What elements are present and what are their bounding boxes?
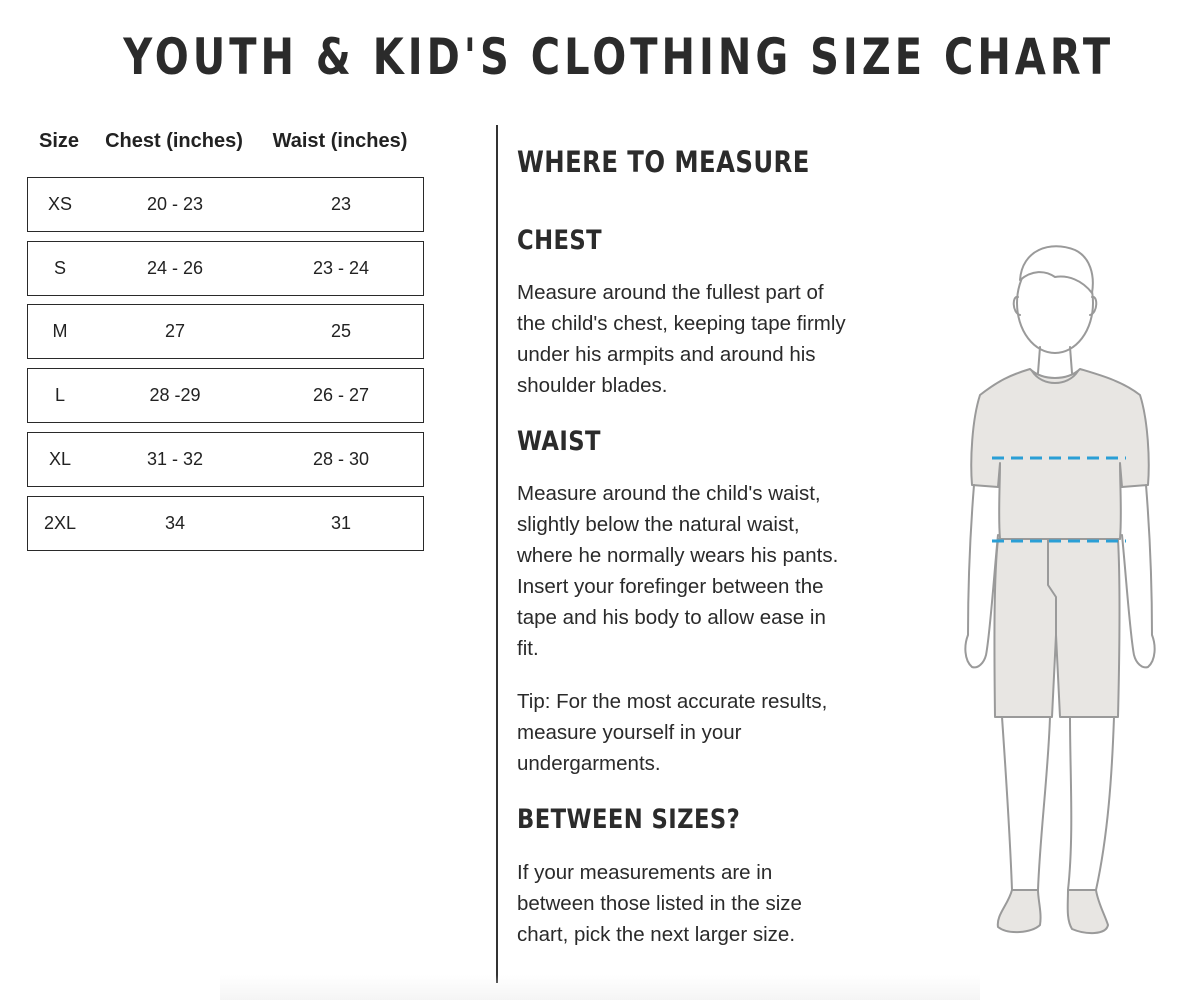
size-table xyxy=(27,125,425,533)
cell-size: L xyxy=(54,385,66,405)
table-row xyxy=(27,368,424,423)
table-row xyxy=(27,241,424,296)
cell-chest: 28 -29 xyxy=(149,385,201,405)
cell-waist: 31 xyxy=(330,513,352,533)
cell-chest: 31 - 32 xyxy=(146,449,204,469)
cell-size: XL xyxy=(48,449,72,469)
chest-heading: CHEST xyxy=(517,225,603,256)
cell-waist: 23 xyxy=(330,194,352,214)
cell-size: 2XL xyxy=(43,513,77,533)
waist-heading: WAIST xyxy=(517,426,601,457)
cell-chest: 27 xyxy=(164,321,186,341)
vertical-divider xyxy=(496,125,498,983)
between-sizes-heading: BETWEEN SIZES? xyxy=(517,804,741,835)
table-row xyxy=(27,496,424,551)
cell-waist: 26 - 27 xyxy=(312,385,370,405)
cell-waist: 28 - 30 xyxy=(312,449,370,469)
chest-instructions: Measure around the fullest part of the child's chest, keeping tape firmly under his armpits and around his shoulder blades. xyxy=(517,281,846,397)
cell-chest: 20 - 23 xyxy=(146,194,204,214)
cell-waist: 23 - 24 xyxy=(312,258,370,278)
cell-size: S xyxy=(53,258,67,278)
where-to-measure-heading: WHERE TO MEASURE xyxy=(517,145,810,179)
cell-size: XS xyxy=(47,194,73,214)
tip-text: Tip: For the most accurate results, measure yourself in your undergarments. xyxy=(517,690,828,775)
cell-size: M xyxy=(52,321,68,341)
header-waist: Waist (inches) xyxy=(272,130,408,152)
table-row xyxy=(27,304,424,359)
waist-instructions: Measure around the child's waist, slightly below the natural waist, where he normally wears his pants. Insert your forefinger between the tape and his body to allow ease in fit. xyxy=(517,482,839,660)
cell-waist: 25 xyxy=(330,321,352,341)
table-header xyxy=(27,125,425,159)
bottom-shadow xyxy=(220,975,980,1000)
page-title: YOUTH & KID'S CLOTHING SIZE CHART xyxy=(123,28,1115,86)
child-measurement-figure xyxy=(950,235,1160,950)
cell-chest: 24 - 26 xyxy=(146,258,204,278)
cell-chest: 34 xyxy=(164,513,186,533)
header-size: Size xyxy=(38,130,80,152)
between-sizes-text: If your measurements are in between those listed in the size chart, pick the next larger size. xyxy=(517,861,802,946)
table-row xyxy=(27,177,424,232)
header-chest: Chest (inches) xyxy=(105,130,243,152)
table-row xyxy=(27,432,424,487)
